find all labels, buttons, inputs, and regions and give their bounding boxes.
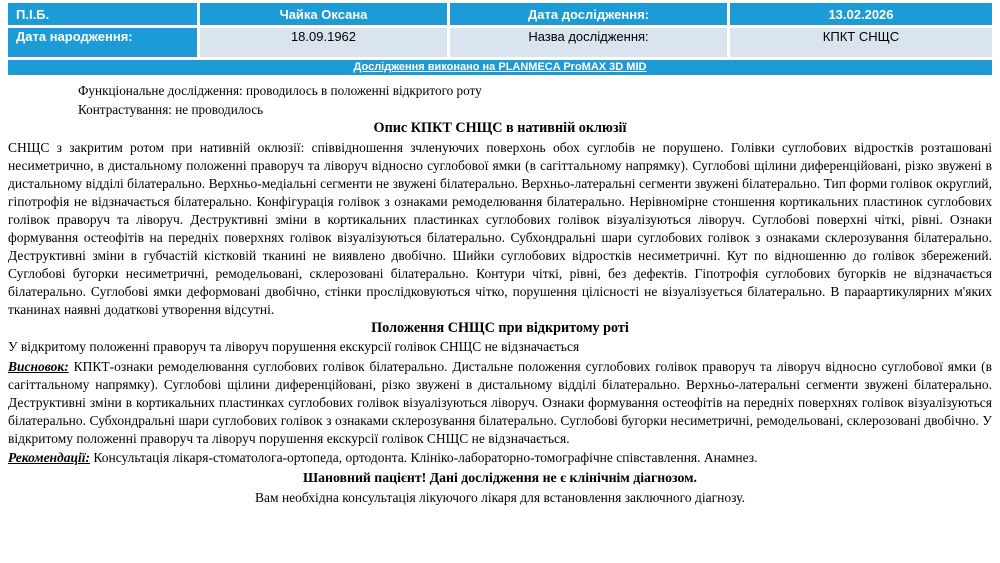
birth-date-label: Дата народження: [16,29,133,44]
description-heading: Опис КПКТ СНЩС в нативній оклюзії [373,120,627,136]
pre-study-info [78,81,992,119]
study-date-label: Дата дослідження: [528,6,649,22]
patient-notice-plain: Вам необхідна консультація лікуючого лікаря для встановлення заключного діагнозу. [255,490,745,505]
functional-study-line: Функціональне дослідження: проводилось в положенні відкритого роту [78,83,482,98]
birth-date-value: 18.09.1962 [290,29,357,44]
conclusion-paragraph [8,358,992,448]
pib-label: П.І.Б. [16,6,50,22]
pib-label-cell [8,3,197,25]
contrast-line: Контрастування: не проводилось [78,102,264,117]
birth-date-label-cell [8,28,197,57]
pib-value-cell [200,3,447,25]
study-name-value-cell [730,28,992,57]
open-mouth-heading: Положення СНЩС при відкритому роті [371,320,629,336]
patient-info-table [8,3,992,57]
recommendations-label: Рекомендації: [8,450,91,465]
open-mouth-body: У відкритому положенні праворуч та ліворуч порушення екскурсії голівок СНЩС не відзначається [8,339,580,354]
patient-notice-bold: Шановний пацієнт! Дані дослідження не є клінічнім діагнозом. [302,470,698,485]
recommendations-paragraph [8,449,992,467]
study-name-value: КПКТ СНЩС [822,29,900,44]
birth-date-value-cell [200,28,447,57]
study-name-label: Назва дослідження: [528,29,649,44]
device-band [8,60,992,75]
recommendations-body: Консультація лікаря-стоматолога-ортопеда, ортодонта. Клініко-лабораторно-томографічне співставлення. Анамнез. [90,450,758,465]
conclusion-label: Висновок: [8,359,69,374]
study-date-value-cell [730,3,992,25]
study-name-label-cell [450,28,727,57]
patient-name: Чайка Оксана [279,6,368,22]
conclusion-body: КПКТ-ознаки ремоделювання суглобових голівок білатерально. Дистальне положення суглобових голівок праворуч та ліворуч відносно суглобової ямки (в сагіттальному напрямку). Суглобові щілини диференційовані, різко звужені в дистальному відділі білатерально. Верхньо-латеральні сегменти звужені білатерально. Деструктивні зміни в кортикальних пластинках суглобових голівок візуалізуються ліворуч. Ознаки формування остеофітів на передніх поверхнях голівок візуалізуються білатерально. Субхондральні шари суглобових голівок з ознаками склерозування білатерально. Суглобові бугорки несиметричні, ремодельовані, склерозовані двобічно. У відкритому положенні праворуч та ліворуч порушення екскурсії голівок СНЩС не відзначається. [8,359,992,446]
description-body: СНЩС з закритим ротом при нативній оклюзії: співвідношення зчленуючих поверхонь обох суглобів не порушено. Голівки суглобових відростків розташовані несиметрично, в дистальному положенні праворуч та ліворуч відносно суглобової ямки (в сагіттальному напрямку). Суглобові щілини диференційовані, різко звужені в дистальному відділі білатерально. Верхньо-медіальні сегменти не звужені білатерально. Верхньо-латеральні сегменти звужені білатерально. Тип форми голівок округлий, гіпотрофія не відзначається білатерально. Конфігурація голівок з ознаками ремоделювання білатерально. Нерівномірне стоншення кортикальних пластинок суглобових голівок праворуч та ліворуч. Деструктивні зміни в кортикальних пластинках суглобових голівок візуалізуються ліворуч. Суглобові поверхні чіткі, рівні. Ознаки формування остеофітів на передніх поверхнях голівок візуалізуються білатерально. Субхондральні шари суглобових голівок з ознаками склерозування білатерально. Деструктивні зміни в губчастій кістковій тканині не виявлено двобічно. Шийки суглобових відростків несиметричні. Кут по відношенню до голівок збережений. Суглобові бугорки несиметричні, ремодельовані, склерозовані білатерально. Контури чіткі, рівні, без дефектів. Гіпотрофія суглобових бугорків не відзначається білатерально. Суглобові ямки деформовані двобічно, стінки прослідковуються чітко, порушення цілісності не візуалізується білатерально. В параартикулярних м'яких тканинах наявні додаткові утворення відсутні. [8,140,992,317]
device-band-text: Дослідження виконано на PLANMECA ProMAX 3D MID [353,61,647,73]
study-date-label-cell [450,3,727,25]
study-date-value: 13.02.2026 [828,6,894,22]
